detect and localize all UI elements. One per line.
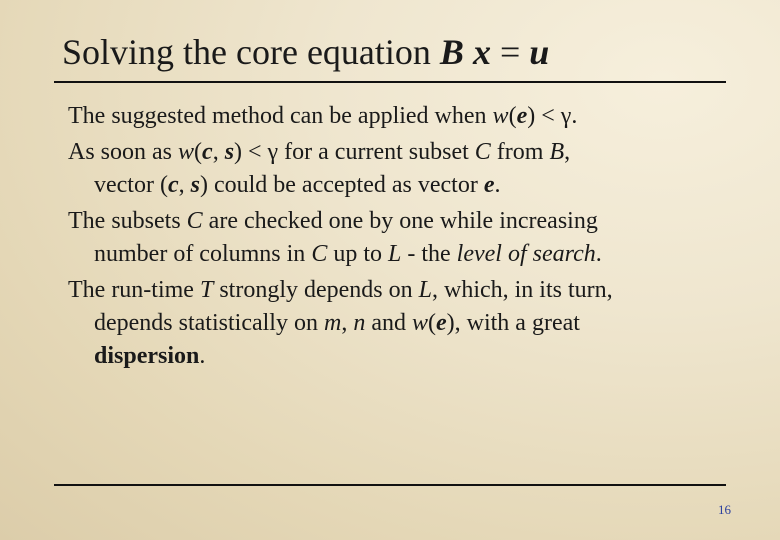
paragraph-1-line-1: The suggested method can be applied when w(e) < γ.: [68, 103, 578, 129]
footer-divider: [54, 484, 726, 486]
paragraph-2: [68, 134, 728, 203]
paragraph-3: [68, 203, 728, 272]
title-equals: =: [490, 32, 530, 72]
paragraph-2-line-2: vector (c, s) could be accepted as vector e.: [94, 172, 501, 198]
paragraph-1: [68, 98, 728, 134]
slide-title: [62, 30, 549, 74]
paragraph-4-line-1: The run-time T strongly depends on L, which, in its turn,: [68, 277, 613, 303]
title-divider: [54, 81, 726, 83]
paragraph-4: [68, 272, 728, 374]
title-var-u: u: [529, 32, 550, 72]
title-text: Solving the core equation: [62, 32, 440, 72]
page-number: 16: [718, 502, 731, 517]
paragraph-4-line-2: depends statistically on m, n and w(e), with a great: [94, 310, 580, 336]
paragraph-3-line-2: number of columns in C up to L - the level of search.: [94, 241, 602, 267]
slide-body: [68, 98, 728, 374]
title-var-B: B: [439, 32, 464, 72]
paragraph-2-line-1: As soon as w(c, s) < γ for a current subset C from B,: [68, 139, 571, 165]
paragraph-4-line-3: dispersion.: [94, 343, 206, 369]
title-var-x: x: [472, 32, 491, 72]
paragraph-3-line-1: The subsets C are checked one by one while increasing: [68, 208, 598, 234]
